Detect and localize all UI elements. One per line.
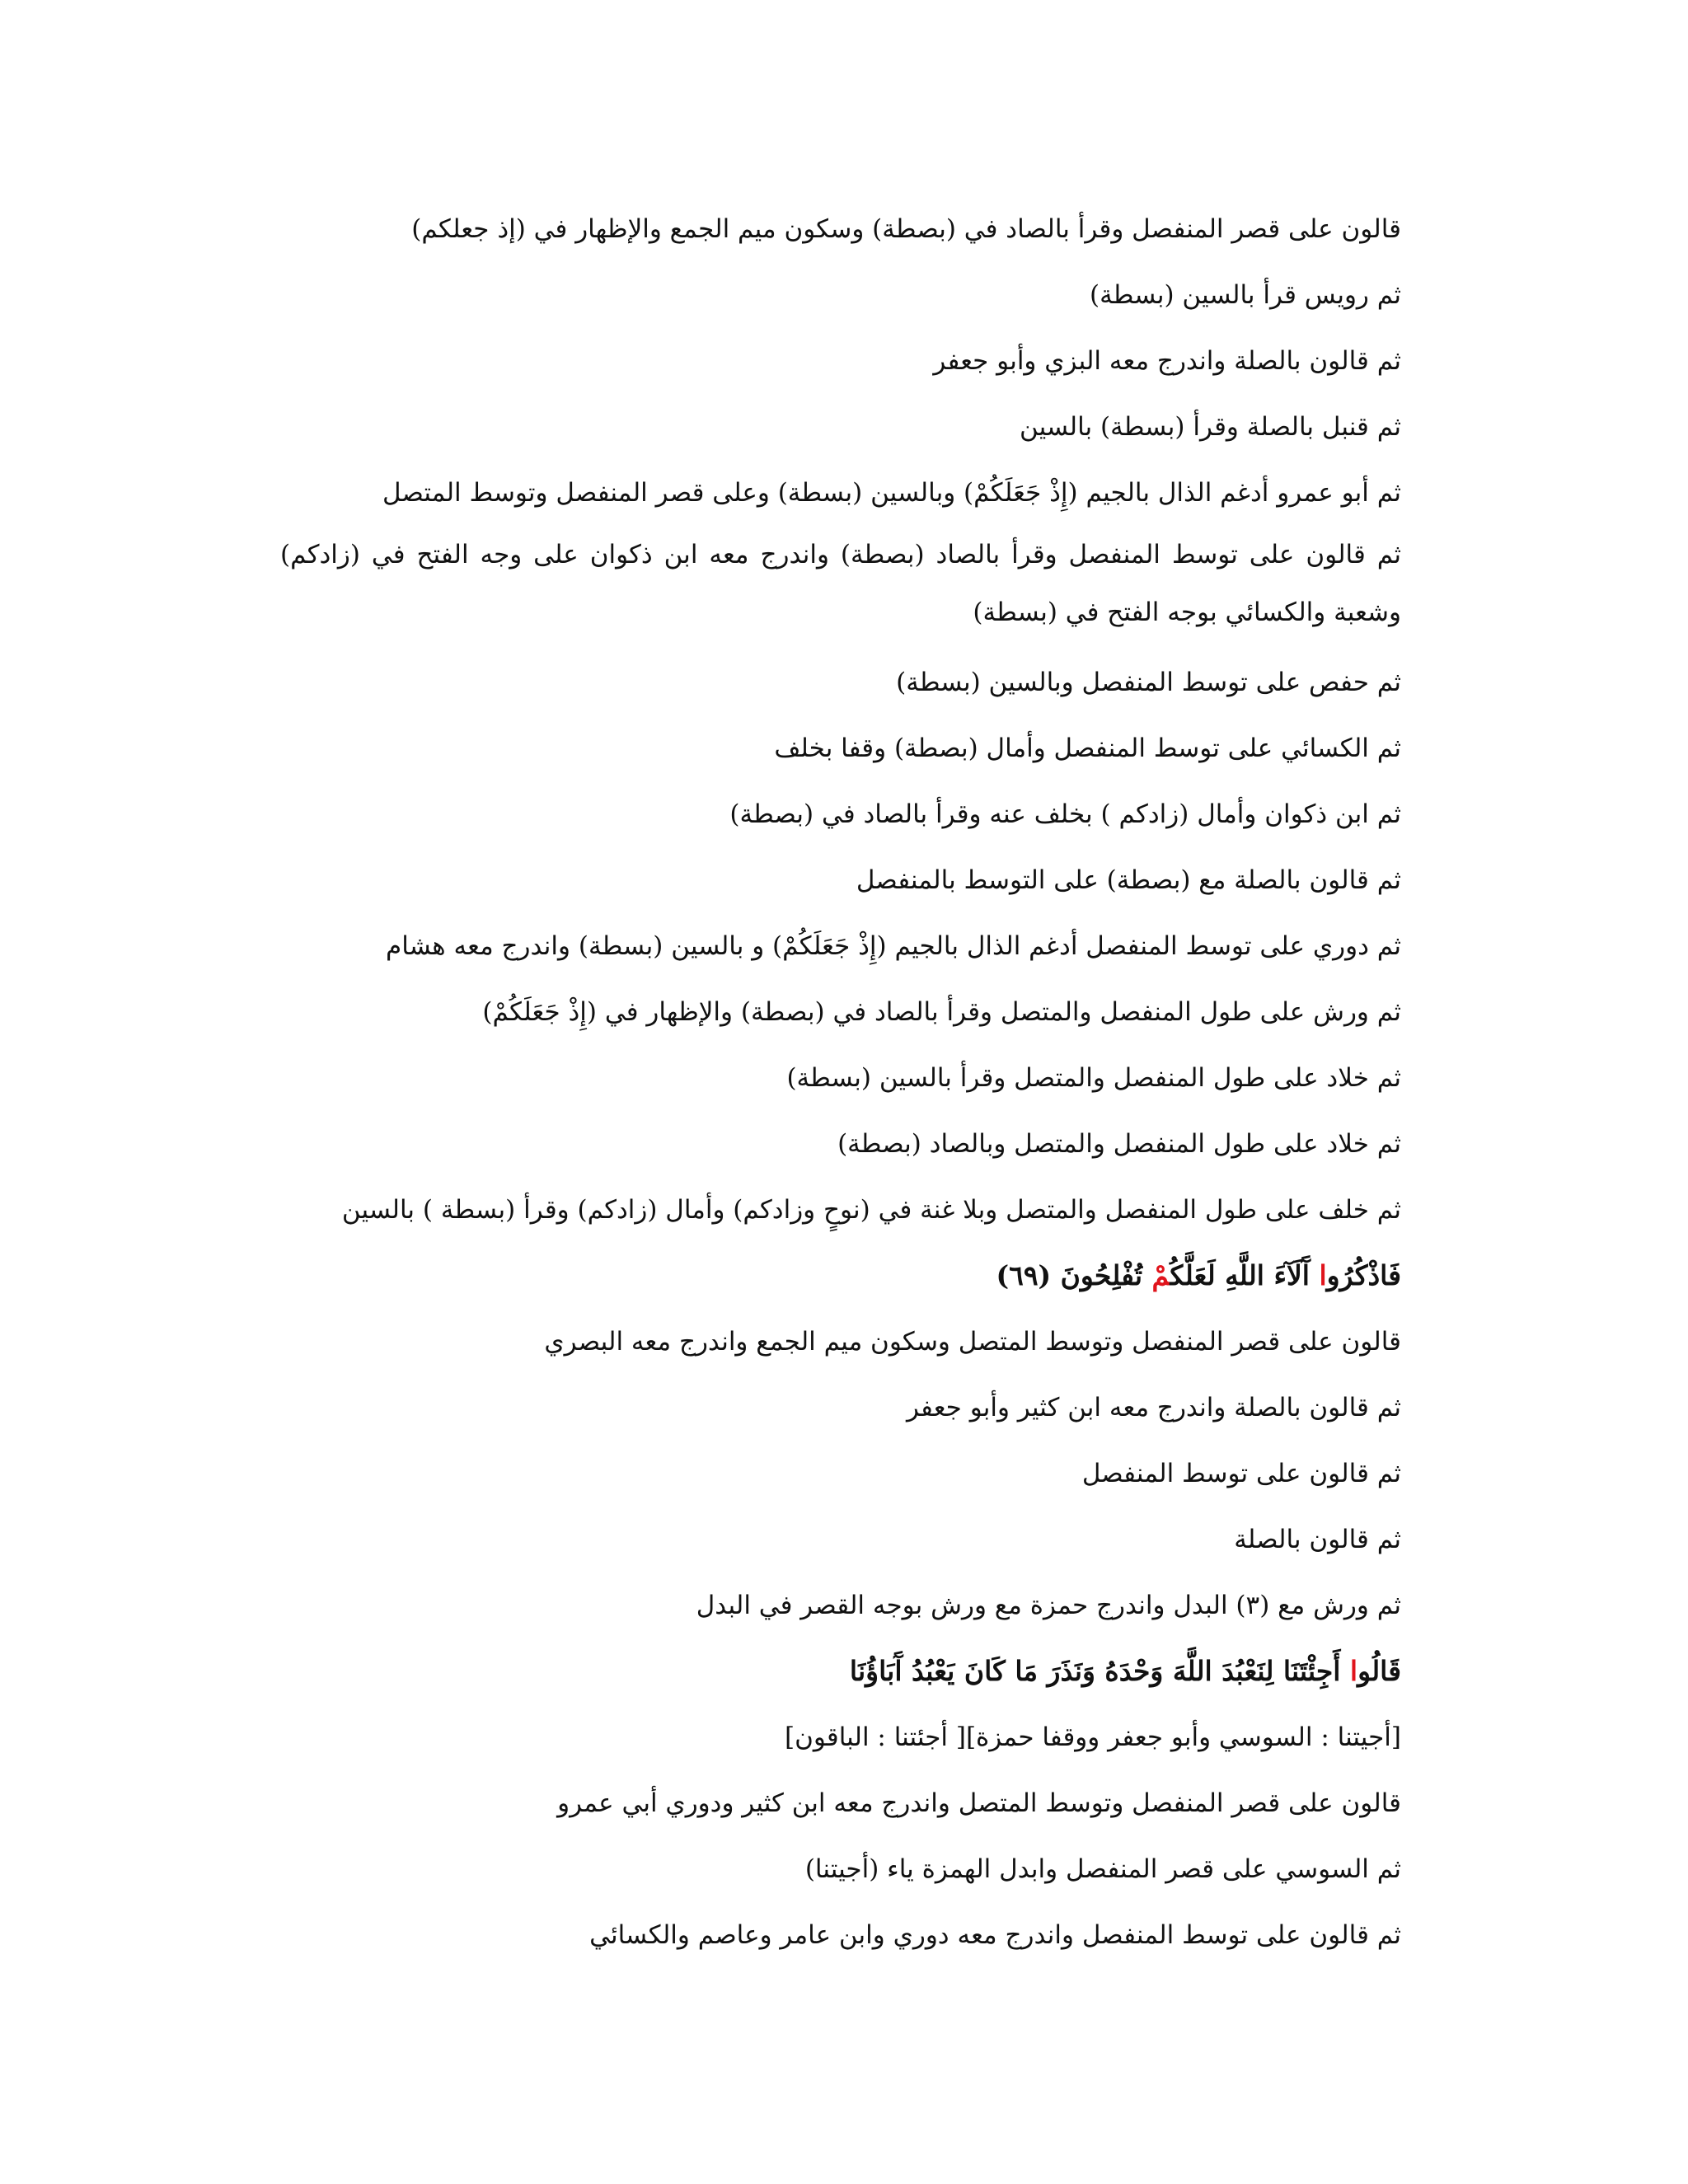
text-line: ثم ورش على طول المنفصل والمتصل وقرأ بالصاد في (بصطة) والإظهار في (إِذْ جَعَلَكُمْ) xyxy=(482,997,1401,1027)
verse-text: قَالُو xyxy=(1357,1655,1401,1687)
verse-text: تُفْلِحُونَ (٦٩) xyxy=(996,1259,1152,1291)
text-line: ثم رويس قرأ بالسين (بسطة) xyxy=(1090,280,1401,310)
verse-text: آَلَآءَ اللَّهِ لَعَلَّكُ xyxy=(1170,1259,1320,1291)
text-line: ثم قالون بالصلة واندرج معه البزي وأبو جعفر xyxy=(933,346,1401,376)
text-line: ثم خلاد على طول المنفصل والمتصل وبالصاد (بصطة) xyxy=(837,1129,1401,1159)
text-line: قالون على قصر المنفصل وتوسط المتصل واندرج معه ابن كثير ودوري أبي عمرو xyxy=(557,1788,1401,1818)
verse-highlight: ا xyxy=(1319,1259,1327,1291)
verse-highlight: ا xyxy=(1349,1655,1358,1687)
text-line: قالون على قصر المنفصل وقرأ بالصاد في (بصطة) وسكون ميم الجمع والإظهار في (إذ جعلكم) xyxy=(411,214,1401,244)
text-line: ثم حفص على توسط المنفصل وبالسين (بسطة) xyxy=(896,668,1401,697)
verse-text: أَجِئْتَنَا لِنَعْبُدَ اللَّهَ وَحْدَهُ وَنَذَرَ مَا كَانَ يَعْبُدُ آَبَاؤُنَا xyxy=(849,1655,1350,1687)
text-line: ثم خلف على طول المنفصل والمتصل وبلا غنة في (نوحٍ وزادكم) وأمال (زادكم) وقرأ (بسطة ) بالسين xyxy=(341,1195,1401,1225)
text-line: ثم قالون بالصلة واندرج معه ابن كثير وأبو جعفر xyxy=(906,1393,1401,1422)
text-line: ثم أبو عمرو أدغم الذال بالجيم (إِذْ جَعَلَكُمْ) وبالسين (بسطة) وعلى قصر المنفصل وتوسط المتصل xyxy=(382,478,1401,508)
page-content xyxy=(280,196,1401,1968)
text-line: ثم خلاد على طول المنفصل والمتصل وقرأ بالسين (بسطة) xyxy=(786,1063,1401,1093)
text-line: [أجيتنا : السوسي وأبو جعفر ووقفا حمزة][ أجئتنا : الباقون] xyxy=(785,1722,1401,1752)
text-line: ثم قنبل بالصلة وقرأ (بسطة) بالسين xyxy=(1020,412,1401,442)
quran-verse-1 xyxy=(280,1243,1401,1309)
text-line: ثم قالون على توسط المنفصل واندرج معه دوري وابن عامر وعاصم والكسائي xyxy=(589,1920,1401,1950)
verse-text: فَاذْكُرُو xyxy=(1326,1259,1401,1291)
text-line: قالون على قصر المنفصل وتوسط المتصل وسكون ميم الجمع واندرج معه البصري xyxy=(544,1327,1401,1357)
verse-highlight: مْ xyxy=(1151,1259,1170,1291)
text-paragraph: ثم قالون على توسط المنفصل وقرأ بالصاد (بصطة) واندرج معه ابن ذكوان على وجه الفتح في (زادكم) وشعبة والكسائي بوجه الفتح في (بسطة) xyxy=(280,540,1401,627)
quran-verse-2 xyxy=(280,1638,1401,1704)
text-line: ثم ابن ذكوان وأمال (زادكم ) بخلف عنه وقرأ بالصاد في (بصطة) xyxy=(729,799,1401,829)
text-line: ثم قالون على توسط المنفصل xyxy=(1081,1459,1401,1488)
text-line: ثم دوري على توسط المنفصل أدغم الذال بالجيم (إِذْ جَعَلَكُمْ) و بالسين (بسطة) واندرج معه هشام xyxy=(386,931,1401,961)
text-line: ثم السوسي على قصر المنفصل وابدل الهمزة ياء (أجيتنا) xyxy=(804,1854,1401,1884)
text-line: ثم قالون بالصلة xyxy=(1234,1525,1401,1554)
text-line: ثم الكسائي على توسط المنفصل وأمال (بصطة) وقفا بخلف xyxy=(774,733,1401,763)
text-line: ثم قالون بالصلة مع (بصطة) على التوسط بالمنفصل xyxy=(856,865,1401,895)
text-line: ثم ورش مع (٣) البدل واندرج حمزة مع ورش بوجه القصر في البدل xyxy=(696,1591,1401,1620)
